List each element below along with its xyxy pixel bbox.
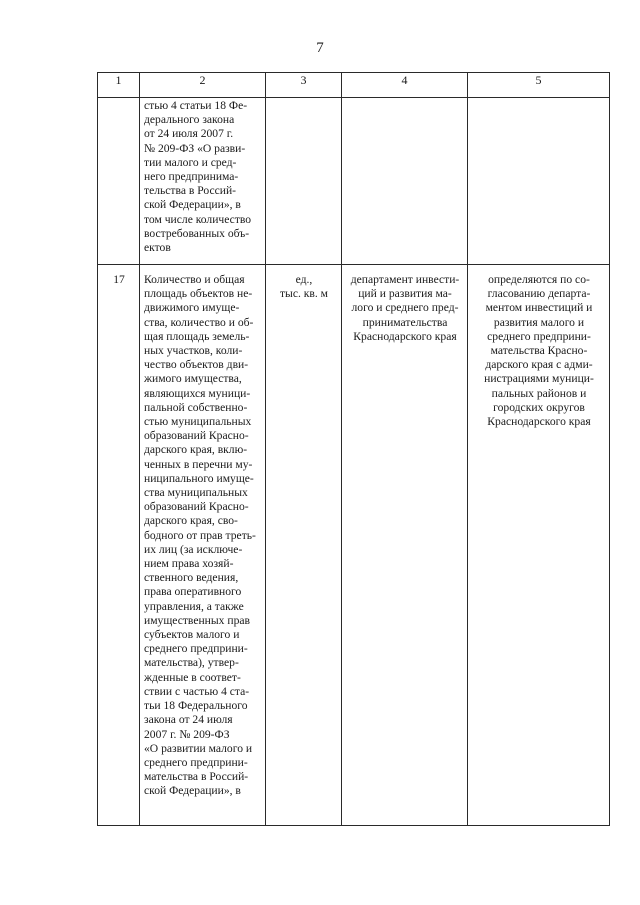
row-number: [98, 98, 139, 110]
source-text: определяются по со- гласованию департа- ментом инвестиций и развития малого и среднего предприни- мательства Красно- дарского края с адми- нистрациями муници- пальных районов и городских округов Краснодарского края: [484, 273, 594, 429]
source-cell: [468, 265, 610, 826]
column-header-5: 5: [468, 73, 610, 98]
responsible-cell: [342, 98, 468, 265]
responsible-cell: [342, 265, 468, 826]
page-number: 7: [316, 40, 324, 56]
unit-text: ед., тыс. кв. м: [279, 273, 329, 301]
source-text: [468, 98, 609, 110]
indicator-text: Количество и общая площадь объектов не- движимого имуще- ства, количество и об- щая площадь земель- ных участков, коли- чество объектов дви- жимого имущества, являющихся муници- пальной собственно- стью муниципальных образований Красно- дарского края, вклю- ченных в перечни му- ниципального имуще- ства муниципальных образований Красно- дарского края, сво- бодного от прав треть- их лиц (за исключе- нием права хозяй- ственного ведения, права оперативного управления, а также имущественных прав субъектов малого и среднего предприни- мательства), утвер- жденные в соответ- ствии с частью 4 ста- тьи 18 Федерального закона от 24 июля 2007 г. № 209-ФЗ «О развитии малого и среднего предприни- мательства в Россий- ской Федерации», в: [144, 273, 256, 798]
table-row: [98, 98, 610, 265]
table-header-row: [98, 73, 610, 98]
indicators-table: [97, 72, 610, 826]
responsible-text: [342, 98, 467, 110]
row-number-cell: [98, 98, 140, 265]
indicator-cell: [140, 98, 266, 265]
column-header-2: 2: [140, 73, 266, 98]
table-row: [98, 265, 610, 826]
indicator-cell: [140, 265, 266, 826]
row-number-cell: [98, 265, 140, 826]
unit-text: [266, 98, 341, 110]
row-number: 17: [113, 273, 125, 286]
column-header-4: 4: [342, 73, 468, 98]
unit-cell: [266, 98, 342, 265]
responsible-text: департамент инвести- ций и развития ма- лого и среднего пред- принимательства Краснодарского края: [350, 273, 460, 343]
indicator-text: стью 4 статьи 18 Фе- дерального закона от 24 июля 2007 г. № 209-ФЗ «О разви- тии малого и сред- него предпринима- тельства в Россий- ской Федерации», в том числе количество востребованных объ- ектов: [144, 99, 252, 255]
column-header-1: 1: [98, 73, 140, 98]
column-header-3: 3: [266, 73, 342, 98]
source-cell: [468, 98, 610, 265]
unit-cell: [266, 265, 342, 826]
